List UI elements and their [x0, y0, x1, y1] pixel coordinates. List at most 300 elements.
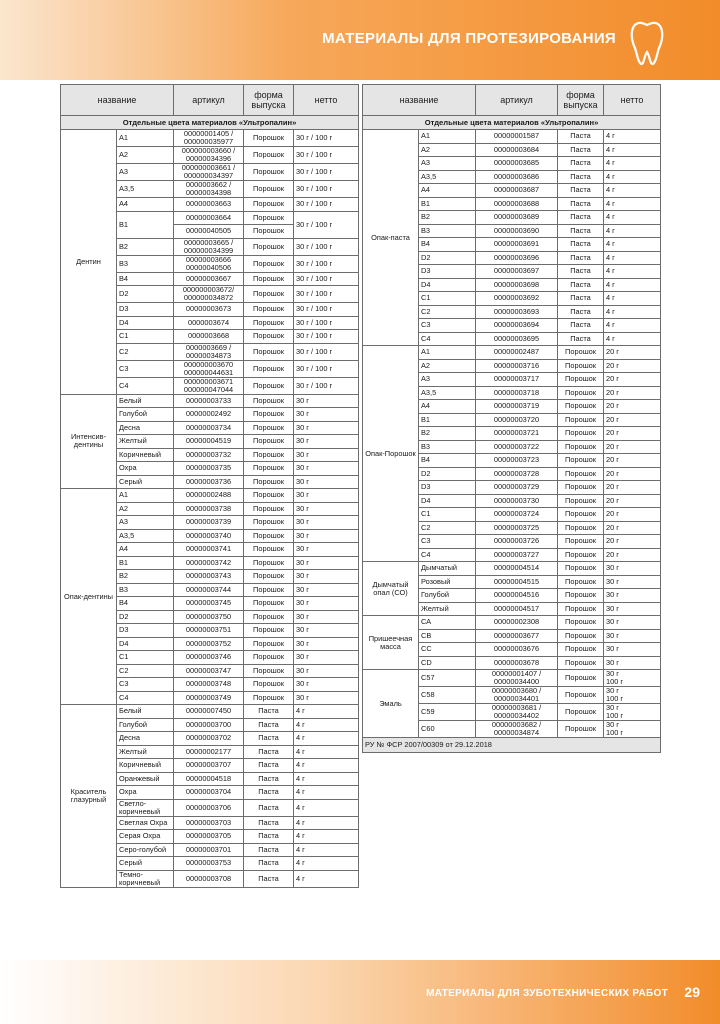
- shade-cell: A4: [117, 543, 174, 557]
- form-cell: Порошок: [558, 427, 604, 441]
- right-products-table: [362, 84, 661, 753]
- shade-cell: A1: [117, 130, 174, 147]
- net-cell: 20 г: [604, 548, 661, 562]
- form-cell: Паста: [558, 292, 604, 306]
- net-cell: 30 г: [294, 408, 359, 422]
- net-cell: 4 г: [604, 130, 661, 144]
- form-cell: Порошок: [558, 687, 604, 704]
- article-cell: [476, 170, 558, 184]
- form-cell: Порошок: [244, 516, 294, 530]
- form-cell: Порошок: [558, 643, 604, 657]
- article-cell: [476, 494, 558, 508]
- article-cell: [476, 508, 558, 522]
- article-line: 00000003744: [185, 584, 232, 594]
- form-cell: Порошок: [558, 481, 604, 495]
- form-cell: Порошок: [244, 475, 294, 489]
- article-line: 00000034402: [493, 711, 540, 720]
- shade-cell: C4: [117, 377, 174, 394]
- shade-cell: A3: [117, 516, 174, 530]
- article-line: 0000003662 /: [185, 180, 232, 189]
- article-cell: [174, 816, 244, 830]
- article-cell: [476, 413, 558, 427]
- article-cell: [174, 759, 244, 773]
- form-cell: Порошок: [244, 408, 294, 422]
- form-cell: Порошок: [558, 704, 604, 721]
- article-line: 00000003730: [493, 495, 540, 505]
- shade-cell: CD: [419, 656, 476, 670]
- shade-cell: C2: [117, 664, 174, 678]
- article-cell: [174, 516, 244, 530]
- article-cell: [174, 786, 244, 800]
- net-cell: 30 г / 100 г: [294, 211, 359, 238]
- net-cell: 30 г: [294, 502, 359, 516]
- article-line: 00000003700: [185, 719, 232, 729]
- net-cell: 30 г / 100 г: [294, 255, 359, 272]
- column-header-form: форма выпуска: [244, 85, 294, 116]
- article-line: 00000003742: [185, 557, 232, 567]
- form-cell: Порошок: [558, 494, 604, 508]
- net-cell: 4 г: [294, 799, 359, 816]
- form-cell: Паста: [558, 130, 604, 144]
- table-row: [363, 346, 661, 360]
- table-header-row: [363, 85, 661, 116]
- article-cell: [174, 286, 244, 303]
- article-line: 000000035977: [183, 137, 234, 146]
- section-title-row: [61, 116, 359, 130]
- article-line: 00000004514: [493, 563, 540, 573]
- shade-cell: Голубой: [419, 589, 476, 603]
- article-cell: [476, 440, 558, 454]
- article-line: 000000044631: [183, 367, 234, 377]
- article-line: 00000003703: [185, 817, 232, 827]
- form-cell: Порошок: [244, 610, 294, 624]
- column-header-name: название: [61, 85, 174, 116]
- net-cell: 30 г / 100 г: [294, 238, 359, 255]
- article-line: 00000002492: [185, 409, 232, 419]
- net-cell: 20 г: [604, 508, 661, 522]
- shade-cell: C1: [419, 508, 476, 522]
- article-line: 00000003707: [185, 760, 232, 770]
- form-cell: Паста: [558, 211, 604, 225]
- form-cell: Порошок: [558, 413, 604, 427]
- form-cell: Порошок: [558, 670, 604, 687]
- article-cell: [174, 691, 244, 705]
- shade-cell: Серый: [117, 857, 174, 871]
- article-line: 00000003701: [185, 844, 232, 854]
- article-line: 00000003693: [493, 306, 540, 316]
- form-cell: Порошок: [244, 164, 294, 181]
- article-cell: [174, 799, 244, 816]
- article-cell: [476, 629, 558, 643]
- net-cell: 30 г / 100 г: [294, 147, 359, 164]
- article-cell: [476, 143, 558, 157]
- shade-cell: D2: [117, 610, 174, 624]
- article-line: 00000003680 /: [491, 686, 542, 695]
- net-cell: 4 г: [294, 830, 359, 844]
- form-cell: Паста: [244, 857, 294, 871]
- form-cell: Порошок: [558, 400, 604, 414]
- article-line: 00000003708: [185, 873, 232, 883]
- article-line: 00000003732: [185, 449, 232, 459]
- form-cell: Порошок: [244, 255, 294, 272]
- article-cell: [476, 616, 558, 630]
- shade-cell: B4: [419, 238, 476, 252]
- article-cell: [476, 535, 558, 549]
- article-cell: [174, 610, 244, 624]
- shade-cell: C3: [117, 360, 174, 377]
- article-cell: [174, 843, 244, 857]
- shade-cell: Дымчатый: [419, 562, 476, 576]
- article-cell: [174, 857, 244, 871]
- net-cell: 30 г / 100 г: [294, 198, 359, 212]
- article-line: 000000034399: [183, 245, 234, 255]
- article-cell: [174, 772, 244, 786]
- form-cell: Паста: [244, 830, 294, 844]
- form-cell: Порошок: [244, 421, 294, 435]
- page-header-title: МАТЕРИАЛЫ ДЛЯ ПРОТЕЗИРОВАНИЯ: [322, 30, 616, 47]
- article-line: 00000034400: [493, 677, 540, 686]
- form-cell: Паста: [558, 157, 604, 171]
- article-line: 00000003696: [493, 252, 540, 262]
- shade-cell: Темно-коричневый: [117, 870, 174, 887]
- form-cell: Паста: [244, 799, 294, 816]
- form-cell: Паста: [244, 772, 294, 786]
- net-cell: 4 г: [604, 332, 661, 346]
- net-cell: 20 г: [604, 400, 661, 414]
- article-line: 00000003747: [185, 665, 232, 675]
- net-cell: 20 г: [604, 346, 661, 360]
- article-line: 00000001405 /: [183, 129, 234, 138]
- net-cell: 30 г / 100 г: [294, 330, 359, 344]
- article-line: 00000003752: [185, 638, 232, 648]
- shade-cell: B1: [419, 413, 476, 427]
- article-line: 000000003672/: [182, 285, 235, 294]
- shade-cell: A3,5: [419, 170, 476, 184]
- form-cell: Порошок: [558, 454, 604, 468]
- left-products-table: [60, 84, 359, 888]
- article-line: 00000004515: [493, 576, 540, 586]
- net-cell: 30 г: [294, 529, 359, 543]
- form-cell: Паста: [558, 197, 604, 211]
- form-cell: Порошок: [244, 211, 294, 225]
- form-cell: Порошок: [244, 651, 294, 665]
- net-cell: 4 г: [604, 224, 661, 238]
- article-line: 00000004519: [185, 436, 232, 446]
- article-line: 00000003677: [493, 630, 540, 640]
- net-cell: 20 г: [604, 427, 661, 441]
- form-cell: Паста: [244, 718, 294, 732]
- shade-cell: B1: [117, 556, 174, 570]
- group-name: Интенсив-дентины: [61, 394, 117, 489]
- form-cell: Порошок: [558, 589, 604, 603]
- article-cell: 00000003664: [174, 211, 244, 225]
- article-cell: [174, 570, 244, 584]
- article-cell: [174, 238, 244, 255]
- article-line: 00000004518: [185, 773, 232, 783]
- form-cell: Порошок: [558, 656, 604, 670]
- net-cell: 30 г / 100 г: [294, 303, 359, 317]
- form-cell: Паста: [244, 843, 294, 857]
- shade-cell: A3,5: [117, 529, 174, 543]
- article-cell: [174, 651, 244, 665]
- net-cell: 30 г: [294, 543, 359, 557]
- article-line: 000000003671: [183, 377, 234, 386]
- net-cell: 4 г: [604, 197, 661, 211]
- form-cell: Порошок: [558, 562, 604, 576]
- shade-cell: D2: [117, 286, 174, 303]
- article-cell: [476, 400, 558, 414]
- article-cell: [476, 386, 558, 400]
- registration-note: РУ № ФСР 2007/00309 от 29.12.2018: [363, 738, 661, 753]
- article-cell: [476, 197, 558, 211]
- form-cell: Порошок: [558, 386, 604, 400]
- article-cell: [174, 343, 244, 360]
- shade-cell: A3: [117, 164, 174, 181]
- shade-cell: Серо-голубой: [117, 843, 174, 857]
- article-line: 00000003704: [185, 787, 232, 797]
- article-line: 000000003660 /: [181, 146, 236, 155]
- net-cell: [604, 687, 661, 704]
- group-name: Дентин: [61, 130, 117, 395]
- net-cell: 30 г: [604, 656, 661, 670]
- form-cell: Порошок: [558, 440, 604, 454]
- shade-cell: A4: [117, 198, 174, 212]
- article-line: 00000003725: [493, 522, 540, 532]
- form-cell: Порошок: [244, 435, 294, 449]
- shade-cell: A4: [419, 400, 476, 414]
- shade-cell: A3: [419, 373, 476, 387]
- form-cell: Паста: [558, 305, 604, 319]
- shade-cell: B3: [117, 255, 174, 272]
- article-line: 00000034398: [185, 188, 232, 197]
- article-line: 00000003729: [493, 482, 540, 492]
- shade-cell: A2: [117, 502, 174, 516]
- article-line: 00000002487: [493, 347, 540, 357]
- form-cell: Порошок: [558, 373, 604, 387]
- article-cell: [476, 467, 558, 481]
- article-line: 00000003678: [493, 657, 540, 667]
- shade-cell: D3: [419, 481, 476, 495]
- article-cell: [174, 489, 244, 503]
- table-row: [363, 670, 661, 687]
- article-line: 00000034396: [185, 154, 232, 163]
- article-cell: [174, 330, 244, 344]
- shade-cell: A2: [419, 359, 476, 373]
- article-line: 00000002488: [185, 490, 232, 500]
- table-row: [61, 489, 359, 503]
- table-row: [61, 705, 359, 719]
- article-line: 00000003684: [493, 144, 540, 154]
- article-cell: [174, 624, 244, 638]
- form-cell: Порошок: [558, 602, 604, 616]
- shade-cell: С59: [419, 704, 476, 721]
- article-cell: [476, 589, 558, 603]
- article-cell: [174, 732, 244, 746]
- article-cell: [476, 251, 558, 265]
- form-cell: Порошок: [558, 616, 604, 630]
- form-cell: Порошок: [244, 377, 294, 394]
- article-cell: [174, 198, 244, 212]
- shade-cell: B4: [419, 454, 476, 468]
- net-cell: 4 г: [294, 857, 359, 871]
- shade-cell: D4: [419, 278, 476, 292]
- form-cell: Порошок: [558, 467, 604, 481]
- form-cell: Порошок: [244, 624, 294, 638]
- article-cell: [174, 583, 244, 597]
- shade-cell: D4: [419, 494, 476, 508]
- net-cell: 30 г: [294, 435, 359, 449]
- net-cell: 4 г: [294, 816, 359, 830]
- net-cell: [604, 704, 661, 721]
- shade-cell: СВ: [419, 629, 476, 643]
- article-line: 00000003666: [185, 255, 232, 264]
- shade-cell: C2: [419, 305, 476, 319]
- form-cell: Порошок: [244, 360, 294, 377]
- shade-cell: Желтый: [419, 602, 476, 616]
- article-line: 00000034873: [185, 350, 232, 360]
- form-cell: Порошок: [244, 225, 294, 239]
- article-line: 00000003746: [185, 652, 232, 662]
- form-cell: Паста: [558, 238, 604, 252]
- form-cell: Порошок: [244, 181, 294, 198]
- net-cell: 30 г: [294, 624, 359, 638]
- article-line: 00000003665 /: [183, 238, 234, 247]
- article-cell: [174, 303, 244, 317]
- shade-cell: Светло-коричневый: [117, 799, 174, 816]
- article-line: 00000003695: [493, 333, 540, 343]
- shade-cell: A2: [419, 143, 476, 157]
- form-cell: Порошок: [558, 521, 604, 535]
- column-header-form: форма выпуска: [558, 85, 604, 116]
- article-cell: [174, 870, 244, 887]
- net-line: 100 г: [606, 677, 624, 686]
- article-cell: [476, 265, 558, 279]
- shade-cell: A3,5: [419, 386, 476, 400]
- shade-cell: Коричневый: [117, 759, 174, 773]
- form-cell: Порошок: [244, 489, 294, 503]
- shade-cell: B2: [117, 238, 174, 255]
- form-cell: Паста: [558, 143, 604, 157]
- article-cell: [174, 637, 244, 651]
- shade-cell: Коричневый: [117, 448, 174, 462]
- article-cell: [476, 130, 558, 144]
- shade-cell: C3: [117, 678, 174, 692]
- form-cell: Паста: [558, 319, 604, 333]
- article-line: 00000003722: [493, 441, 540, 451]
- net-cell: 30 г: [604, 575, 661, 589]
- form-cell: Порошок: [244, 556, 294, 570]
- article-line: 00000003745: [185, 598, 232, 608]
- net-cell: [604, 721, 661, 738]
- shade-cell: D3: [117, 624, 174, 638]
- net-cell: 30 г: [294, 610, 359, 624]
- article-line: 00000003690: [493, 225, 540, 235]
- article-line: 00000034874: [493, 728, 540, 737]
- net-cell: 30 г: [604, 629, 661, 643]
- form-cell: Порошок: [244, 147, 294, 164]
- net-cell: 20 г: [604, 467, 661, 481]
- shade-cell: D4: [117, 316, 174, 330]
- net-cell: 30 г: [294, 691, 359, 705]
- shade-cell: B1: [117, 211, 174, 238]
- shade-cell: Оранжевый: [117, 772, 174, 786]
- article-cell: [476, 575, 558, 589]
- form-cell: Порошок: [244, 272, 294, 286]
- article-line: 00000003736: [185, 476, 232, 486]
- net-cell: 20 г: [604, 440, 661, 454]
- section-title: Отдельные цвета материалов «Ультропалин»: [61, 116, 359, 130]
- net-line: 100 г: [606, 711, 624, 720]
- article-line: 00000003718: [493, 387, 540, 397]
- article-line: 00000003687: [493, 185, 540, 195]
- article-line: 000000047044: [183, 384, 234, 394]
- section-title-row: [363, 116, 661, 130]
- article-line: 00000034401: [493, 694, 540, 703]
- net-cell: 30 г / 100 г: [294, 360, 359, 377]
- form-cell: Паста: [558, 251, 604, 265]
- article-cell: [174, 147, 244, 164]
- article-cell: [476, 687, 558, 704]
- article-line: 00000003751: [185, 625, 232, 635]
- form-cell: Порошок: [244, 691, 294, 705]
- net-cell: 4 г: [604, 278, 661, 292]
- article-line: 00000001587: [493, 131, 540, 141]
- article-cell: [174, 164, 244, 181]
- shade-cell: Голубой: [117, 718, 174, 732]
- form-cell: Порошок: [558, 548, 604, 562]
- net-cell: 30 г: [604, 589, 661, 603]
- net-cell: 4 г: [294, 843, 359, 857]
- shade-cell: СС: [419, 643, 476, 657]
- article-cell: [174, 394, 244, 408]
- article-line: 00000003686: [493, 171, 540, 181]
- article-cell: [476, 346, 558, 360]
- footer-section-title: МАТЕРИАЛЫ ДЛЯ ЗУБОТЕХНИЧЕСКИХ РАБОТ: [426, 988, 668, 999]
- shade-cell: C2: [117, 343, 174, 360]
- article-line: 00000003685: [493, 158, 540, 168]
- form-cell: Порошок: [558, 535, 604, 549]
- net-cell: 30 г: [604, 643, 661, 657]
- article-line: 00000040506: [185, 262, 232, 272]
- article-line: 00000003749: [185, 692, 232, 702]
- article-line: 00000001407 /: [491, 669, 542, 678]
- net-cell: 4 г: [604, 157, 661, 171]
- article-cell: [174, 597, 244, 611]
- net-cell: 4 г: [294, 705, 359, 719]
- form-cell: Порошок: [244, 583, 294, 597]
- form-cell: Порошок: [244, 130, 294, 147]
- article-line: 00000003682 /: [491, 720, 542, 729]
- article-line: 00000003716: [493, 360, 540, 370]
- article-cell: [174, 272, 244, 286]
- shade-cell: С57: [419, 670, 476, 687]
- article-cell: [174, 475, 244, 489]
- form-cell: Порошок: [558, 508, 604, 522]
- article-line: 00000003733: [185, 395, 232, 405]
- net-cell: 30 г / 100 г: [294, 343, 359, 360]
- article-line: 0000003669 /: [185, 343, 232, 352]
- net-cell: 30 г / 100 г: [294, 377, 359, 394]
- article-line: 00000003717: [493, 374, 540, 384]
- shade-cell: Желтый: [117, 745, 174, 759]
- net-cell: 30 г: [294, 462, 359, 476]
- article-cell: [174, 718, 244, 732]
- shade-cell: Розовый: [419, 575, 476, 589]
- form-cell: Порошок: [558, 346, 604, 360]
- article-line: 00000003681 /: [491, 703, 542, 712]
- article-cell: [174, 705, 244, 719]
- shade-cell: Голубой: [117, 408, 174, 422]
